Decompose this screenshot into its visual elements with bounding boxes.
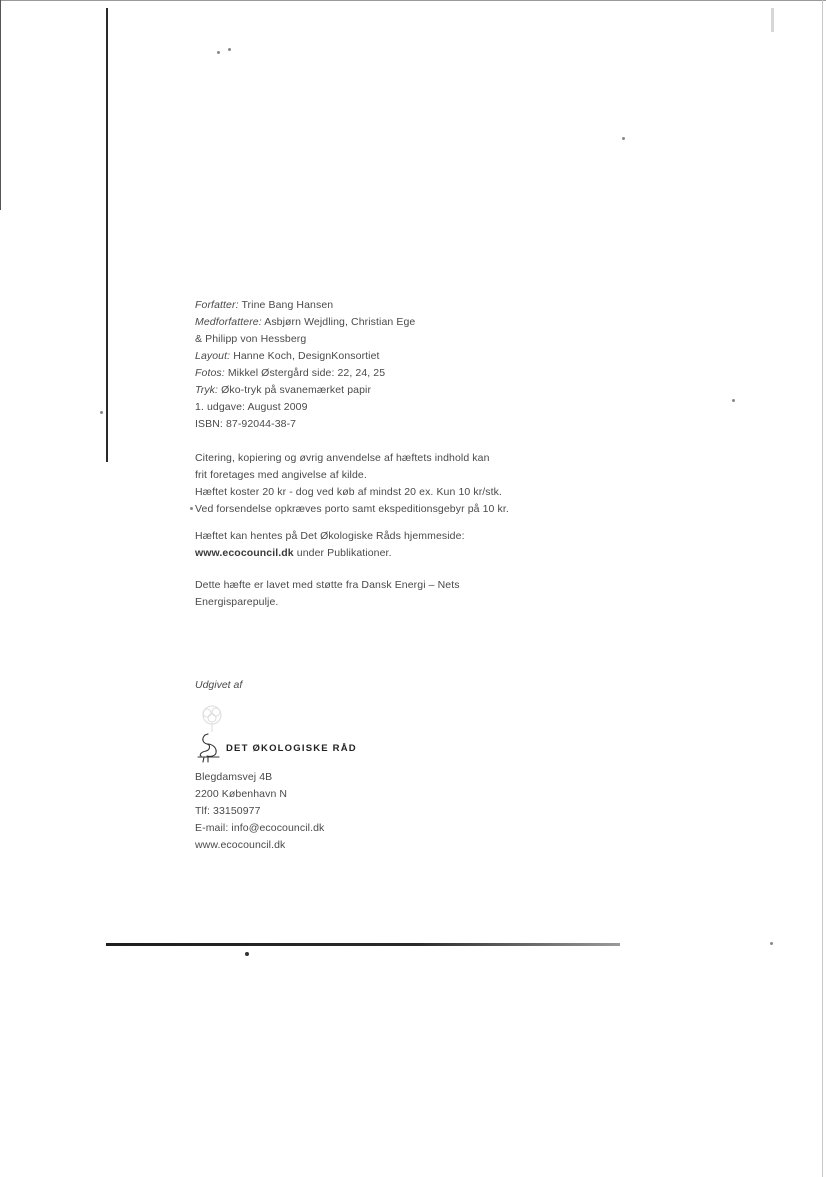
scan-speck [732, 399, 735, 402]
tree-watermark-icon [195, 703, 229, 733]
download-url-suffix: under Publikationer. [293, 547, 392, 559]
address-email[interactable]: E-mail: info@ecocouncil.dk [195, 822, 325, 834]
support-line-1: Dette hæfte er lavet med støtte fra Dansk Energi – Nets [195, 579, 460, 591]
photos-label: Fotos: [195, 367, 225, 379]
coauthors-value: Asbjørn Wejdling, Christian Ege [264, 316, 416, 328]
download-block [195, 528, 465, 562]
scan-speck [190, 507, 193, 510]
terms-line-1: Citering, kopiering og øvrig anvendelse af hæftets indhold kan [195, 452, 490, 464]
coauthors-continued: & Philipp von Hessberg [195, 333, 307, 345]
terms-line-3: Hæftet koster 20 kr - dog ved køb af mindst 20 ex. Kun 10 kr/stk. [195, 486, 503, 498]
print-line [195, 382, 415, 399]
layout-value: Hanne Koch, DesignKonsortiet [233, 350, 380, 362]
layout-label: Layout: [195, 350, 231, 362]
address-web[interactable]: www.ecocouncil.dk [195, 839, 286, 851]
print-value: Øko-tryk på svanemærket papir [221, 384, 372, 396]
print-label: Tryk: [195, 384, 219, 396]
terms-line-4: Ved forsendelse opkræves porto samt ekspeditionsgebyr på 10 kr. [195, 503, 509, 515]
coauthors-label: Medforfattere: [195, 316, 262, 328]
address-phone: Tlf: 33150977 [195, 805, 261, 817]
author-label: Forfatter: [195, 299, 239, 311]
download-line-1: Hæftet kan hentes på Det Økologiske Råds hjemmeside: [195, 530, 465, 542]
terms-block [195, 450, 509, 518]
scan-speck [228, 48, 231, 51]
publisher-name: DET ØKOLOGISKE RÅD [226, 743, 357, 754]
scan-speck [770, 942, 773, 945]
scan-left-edge [0, 0, 1, 210]
photos-line [195, 365, 415, 382]
support-line-2: Energisparepulje. [195, 596, 279, 608]
isbn-line: ISBN: 87-92044-38-7 [195, 418, 297, 430]
scan-speck [217, 51, 220, 54]
photos-value: Mikkel Østergård side: 22, 24, 25 [227, 367, 386, 379]
layout-line [195, 348, 415, 365]
scan-speck [100, 411, 103, 414]
publisher-address [195, 769, 324, 854]
bird-logo-icon [195, 731, 223, 765]
bottom-rule [106, 943, 620, 946]
scan-speck [622, 137, 625, 140]
author-value: Trine Bang Hansen [241, 299, 334, 311]
published-by-label: Udgivet af [195, 679, 243, 691]
support-block [195, 577, 460, 611]
website-link[interactable]: www.ecocouncil.dk [195, 547, 294, 559]
download-line-2 [195, 545, 465, 562]
credits-block [195, 297, 415, 433]
scan-right-mark [771, 8, 774, 32]
scan-speck [245, 952, 249, 956]
terms-line-2: frit foretages med angivelse af kilde. [195, 469, 367, 481]
edition-line: 1. udgave: August 2009 [195, 401, 308, 413]
address-city: 2200 København N [195, 788, 288, 800]
address-street: Blegdamsvej 4B [195, 771, 273, 783]
coauthors-line [195, 314, 415, 331]
author-line [195, 297, 415, 314]
scan-top-edge [0, 0, 826, 1]
scan-right-edge [822, 0, 823, 1177]
scan-margin-line [106, 8, 108, 462]
